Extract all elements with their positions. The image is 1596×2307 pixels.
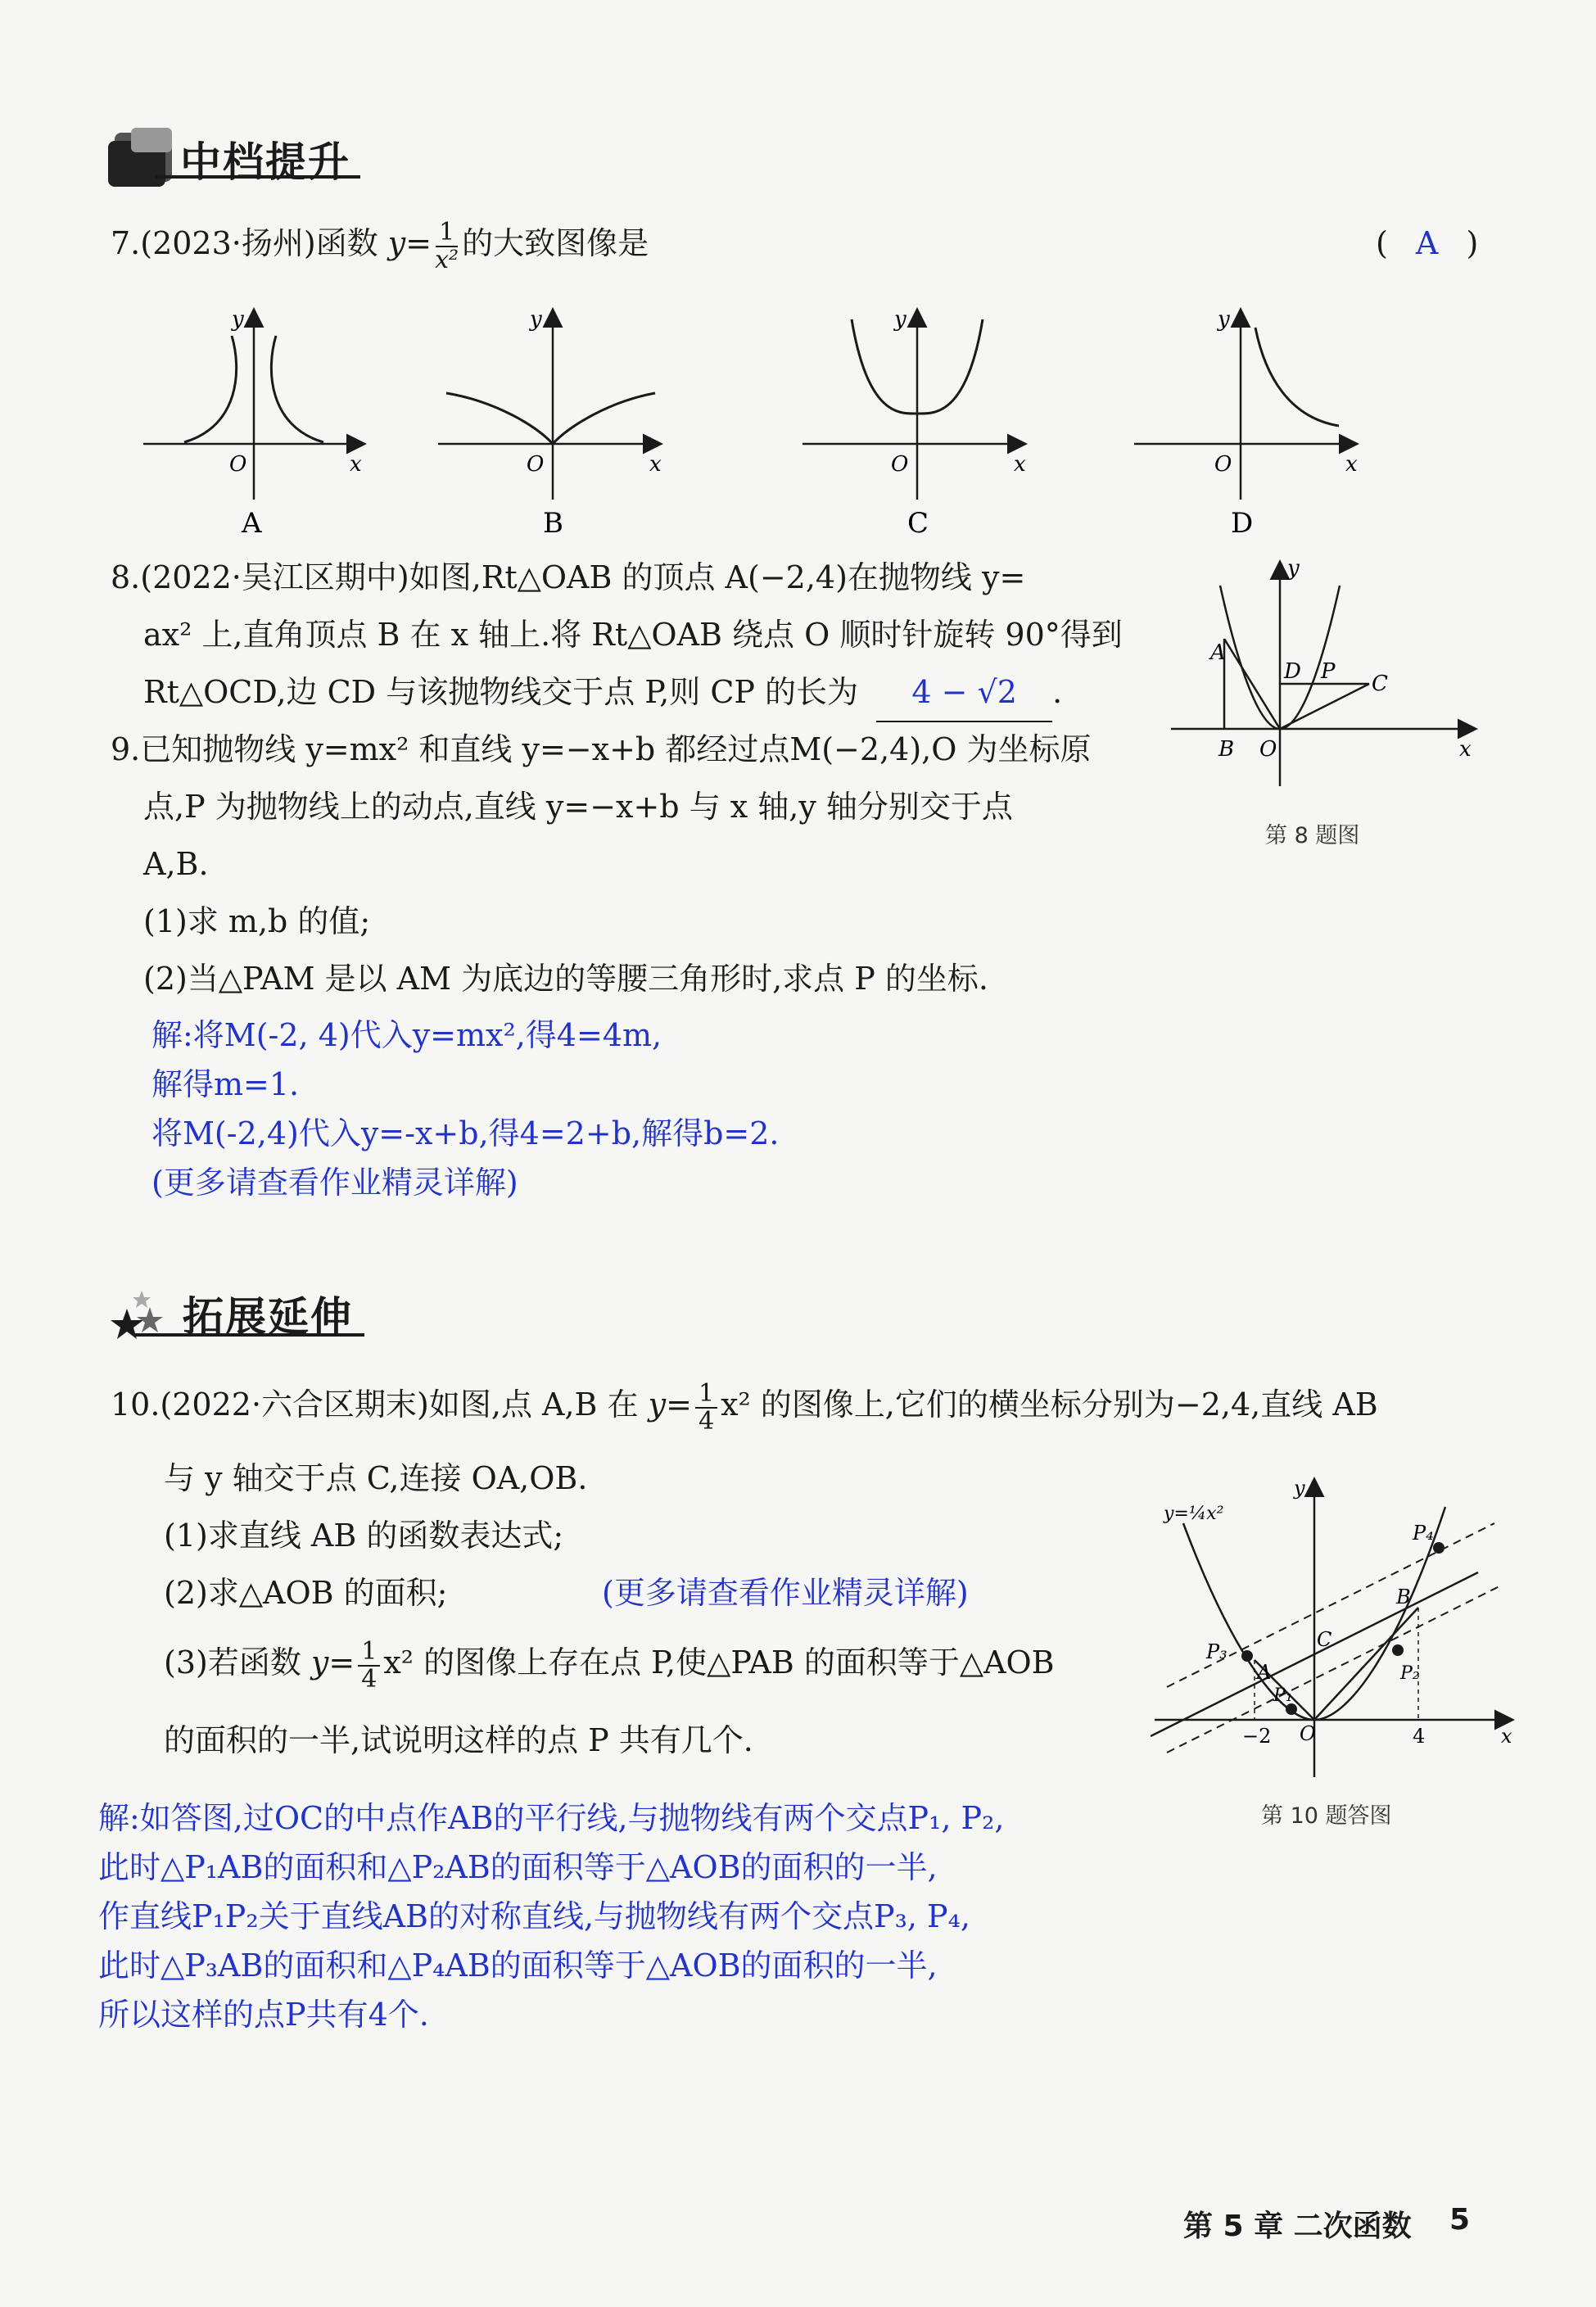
fraction: $\frac{1}{4}$ bbox=[695, 1381, 717, 1435]
section-header-1 bbox=[106, 123, 360, 188]
svg-text:x: x bbox=[350, 452, 362, 477]
question-9-sub2: (2)当△PAM 是以 AM 为底边的等腰三角形时,求点 P 的坐标. bbox=[143, 961, 988, 997]
q10-solution-line2: 此时△P₁AB的面积和△P₂AB的面积等于△AOB的面积的一半, bbox=[98, 1849, 938, 1885]
section-banner-icon bbox=[106, 123, 180, 188]
option-label-d: D bbox=[1231, 507, 1254, 540]
svg-text:P₁: P₁ bbox=[1273, 1685, 1293, 1706]
svg-text:P: P bbox=[1321, 659, 1336, 684]
question-10-sub3-cont: 的面积的一半,试说明这样的点 P 共有几个. bbox=[164, 1722, 753, 1758]
svg-text:y=¼x²: y=¼x² bbox=[1164, 1504, 1224, 1524]
point-p2 bbox=[1392, 1644, 1404, 1656]
point-p4 bbox=[1433, 1542, 1445, 1554]
svg-text:O: O bbox=[891, 452, 909, 477]
q10-solution-line4: 此时△P₃AB的面积和△P₄AB的面积等于△AOB的面积的一半, bbox=[98, 1947, 938, 1984]
svg-text:O: O bbox=[1214, 452, 1232, 477]
q9-solution-more: (更多请查看作业精灵详解) bbox=[151, 1165, 518, 1201]
answer-blank-q8 bbox=[876, 663, 1052, 722]
option-label-c: C bbox=[907, 507, 929, 540]
graph-option-a bbox=[143, 307, 363, 540]
fraction: $\frac{1}{\text{x²}}$ bbox=[435, 217, 459, 274]
question-9-sub1: (1)求 m,b 的值; bbox=[143, 903, 371, 939]
svg-text:C: C bbox=[1317, 1628, 1332, 1651]
question-9-line3: A,B. bbox=[143, 846, 209, 882]
svg-text:B: B bbox=[1396, 1585, 1411, 1608]
question-10-line1: 10.(2022·六合区期末)如图,点 A,B 在 y= $\frac{1}{4}$ x² 的图像上,它们的横坐标分别为−2,4,直线 AB bbox=[111, 1378, 1378, 1436]
svg-text:C: C bbox=[1372, 672, 1388, 696]
svg-text:P₄: P₄ bbox=[1413, 1522, 1434, 1545]
page-number: 5 bbox=[1449, 2203, 1471, 2237]
svg-text:x: x bbox=[1345, 452, 1358, 477]
svg-text:x: x bbox=[1459, 737, 1472, 762]
point-p3 bbox=[1241, 1650, 1253, 1662]
graph-option-c bbox=[803, 307, 1026, 540]
question-10-sub3: (3)若函数 y= $\frac{1}{4}$ x² 的图像上存在点 P,使△PAB 的面积等于△AOB bbox=[164, 1636, 1055, 1694]
svg-text:y: y bbox=[1218, 307, 1230, 332]
svg-text:y: y bbox=[1287, 557, 1300, 581]
svg-text:y: y bbox=[232, 307, 244, 332]
question-10-sub1: (1)求直线 AB 的函数表达式; bbox=[164, 1518, 564, 1554]
svg-text:−2: −2 bbox=[1242, 1725, 1272, 1748]
svg-text:y: y bbox=[530, 307, 542, 332]
q10-more-link: (更多请查看作业精灵详解) bbox=[602, 1575, 969, 1611]
q9-solution-line2: 解得m=1. bbox=[151, 1066, 300, 1102]
svg-text:y: y bbox=[894, 307, 907, 332]
question-8-line2: ax² 上,直角顶点 B 在 x 轴上.将 Rt△OAB 绕点 O 顺时针旋转 90°得到 bbox=[143, 617, 1123, 653]
svg-text:y: y bbox=[1294, 1477, 1305, 1500]
q10-figure-caption: 第 10 题答图 bbox=[1261, 1803, 1392, 1829]
q10-figure bbox=[1151, 1474, 1527, 1785]
svg-text:A: A bbox=[1210, 640, 1226, 665]
svg-text:O: O bbox=[527, 452, 545, 477]
option-label-a: A bbox=[242, 507, 262, 540]
q9-solution-line1: 解:将M(-2, 4)代入y=mx²,得4=4m, bbox=[151, 1017, 662, 1053]
section-header-2 bbox=[111, 1284, 364, 1341]
graph-option-b bbox=[438, 307, 662, 540]
question-8-line3: Rt△OCD,边 CD 与该抛物线交于点 P,则 CP 的长为 4 − √2 . bbox=[143, 663, 1062, 722]
section-title: 中档提升 bbox=[180, 138, 350, 186]
svg-text:D: D bbox=[1284, 659, 1301, 684]
q8-figure bbox=[1163, 557, 1490, 786]
fraction: $\frac{1}{4}$ bbox=[358, 1639, 380, 1693]
svg-text:O: O bbox=[229, 452, 247, 477]
svg-text:4: 4 bbox=[1413, 1725, 1426, 1748]
svg-text:P₃: P₃ bbox=[1206, 1640, 1228, 1663]
question-10-sub2: (2)求△AOB 的面积; bbox=[164, 1575, 448, 1611]
section-title: 拓展延伸 bbox=[183, 1293, 353, 1341]
svg-text:x: x bbox=[1501, 1725, 1512, 1748]
svg-text:O: O bbox=[1300, 1722, 1316, 1745]
footer-chapter: 第 5 章 二次函数 bbox=[1183, 2210, 1412, 2243]
question-8-line1: 8.(2022·吴江区期中)如图,Rt△OAB 的顶点 A(−2,4)在抛物线 y= bbox=[111, 559, 1026, 595]
q10-solution-line5: 所以这样的点P共有4个. bbox=[98, 1997, 429, 2033]
question-9-line2: 点,P 为抛物线上的动点,直线 y=−x+b 与 x 轴,y 轴分别交于点 bbox=[143, 789, 1013, 825]
svg-text:P₂: P₂ bbox=[1400, 1663, 1420, 1684]
question-10-line2: 与 y 轴交于点 C,连接 OA,OB. bbox=[164, 1460, 588, 1496]
svg-text:B: B bbox=[1218, 737, 1235, 762]
answer-q7: A bbox=[1415, 225, 1439, 261]
answer-q8: 4 − √2 bbox=[911, 674, 1017, 710]
q8-figure-caption: 第 8 题图 bbox=[1265, 823, 1360, 848]
q7-option-graphs bbox=[135, 303, 1380, 549]
question-7: 7.(2023·扬州)函数 y= $\frac{1}{\text{x²}}$ 的大致图像是 bbox=[111, 217, 649, 274]
graph-option-d bbox=[1134, 307, 1358, 540]
question-9-line1: 9.已知抛物线 y=mx² 和直线 y=−x+b 都经过点M(−2,4),O 为坐标原 bbox=[111, 731, 1092, 767]
svg-text:x: x bbox=[649, 452, 662, 477]
q10-solution-line3: 作直线P₁P₂关于直线AB的对称直线,与抛物线有两个交点P₃, P₄, bbox=[98, 1898, 970, 1934]
q9-solution-line3: 将M(-2,4)代入y=-x+b,得4=2+b,解得b=2. bbox=[151, 1115, 780, 1151]
answer-bracket-q7: ( A ) bbox=[1376, 225, 1479, 261]
svg-text:O: O bbox=[1259, 737, 1277, 762]
option-label-b: B bbox=[543, 507, 563, 540]
svg-text:A: A bbox=[1257, 1661, 1272, 1684]
svg-text:x: x bbox=[1014, 452, 1026, 477]
q10-solution-line1: 解:如答图,过OC的中点作AB的平行线,与抛物线有两个交点P₁, P₂, bbox=[98, 1800, 1005, 1836]
